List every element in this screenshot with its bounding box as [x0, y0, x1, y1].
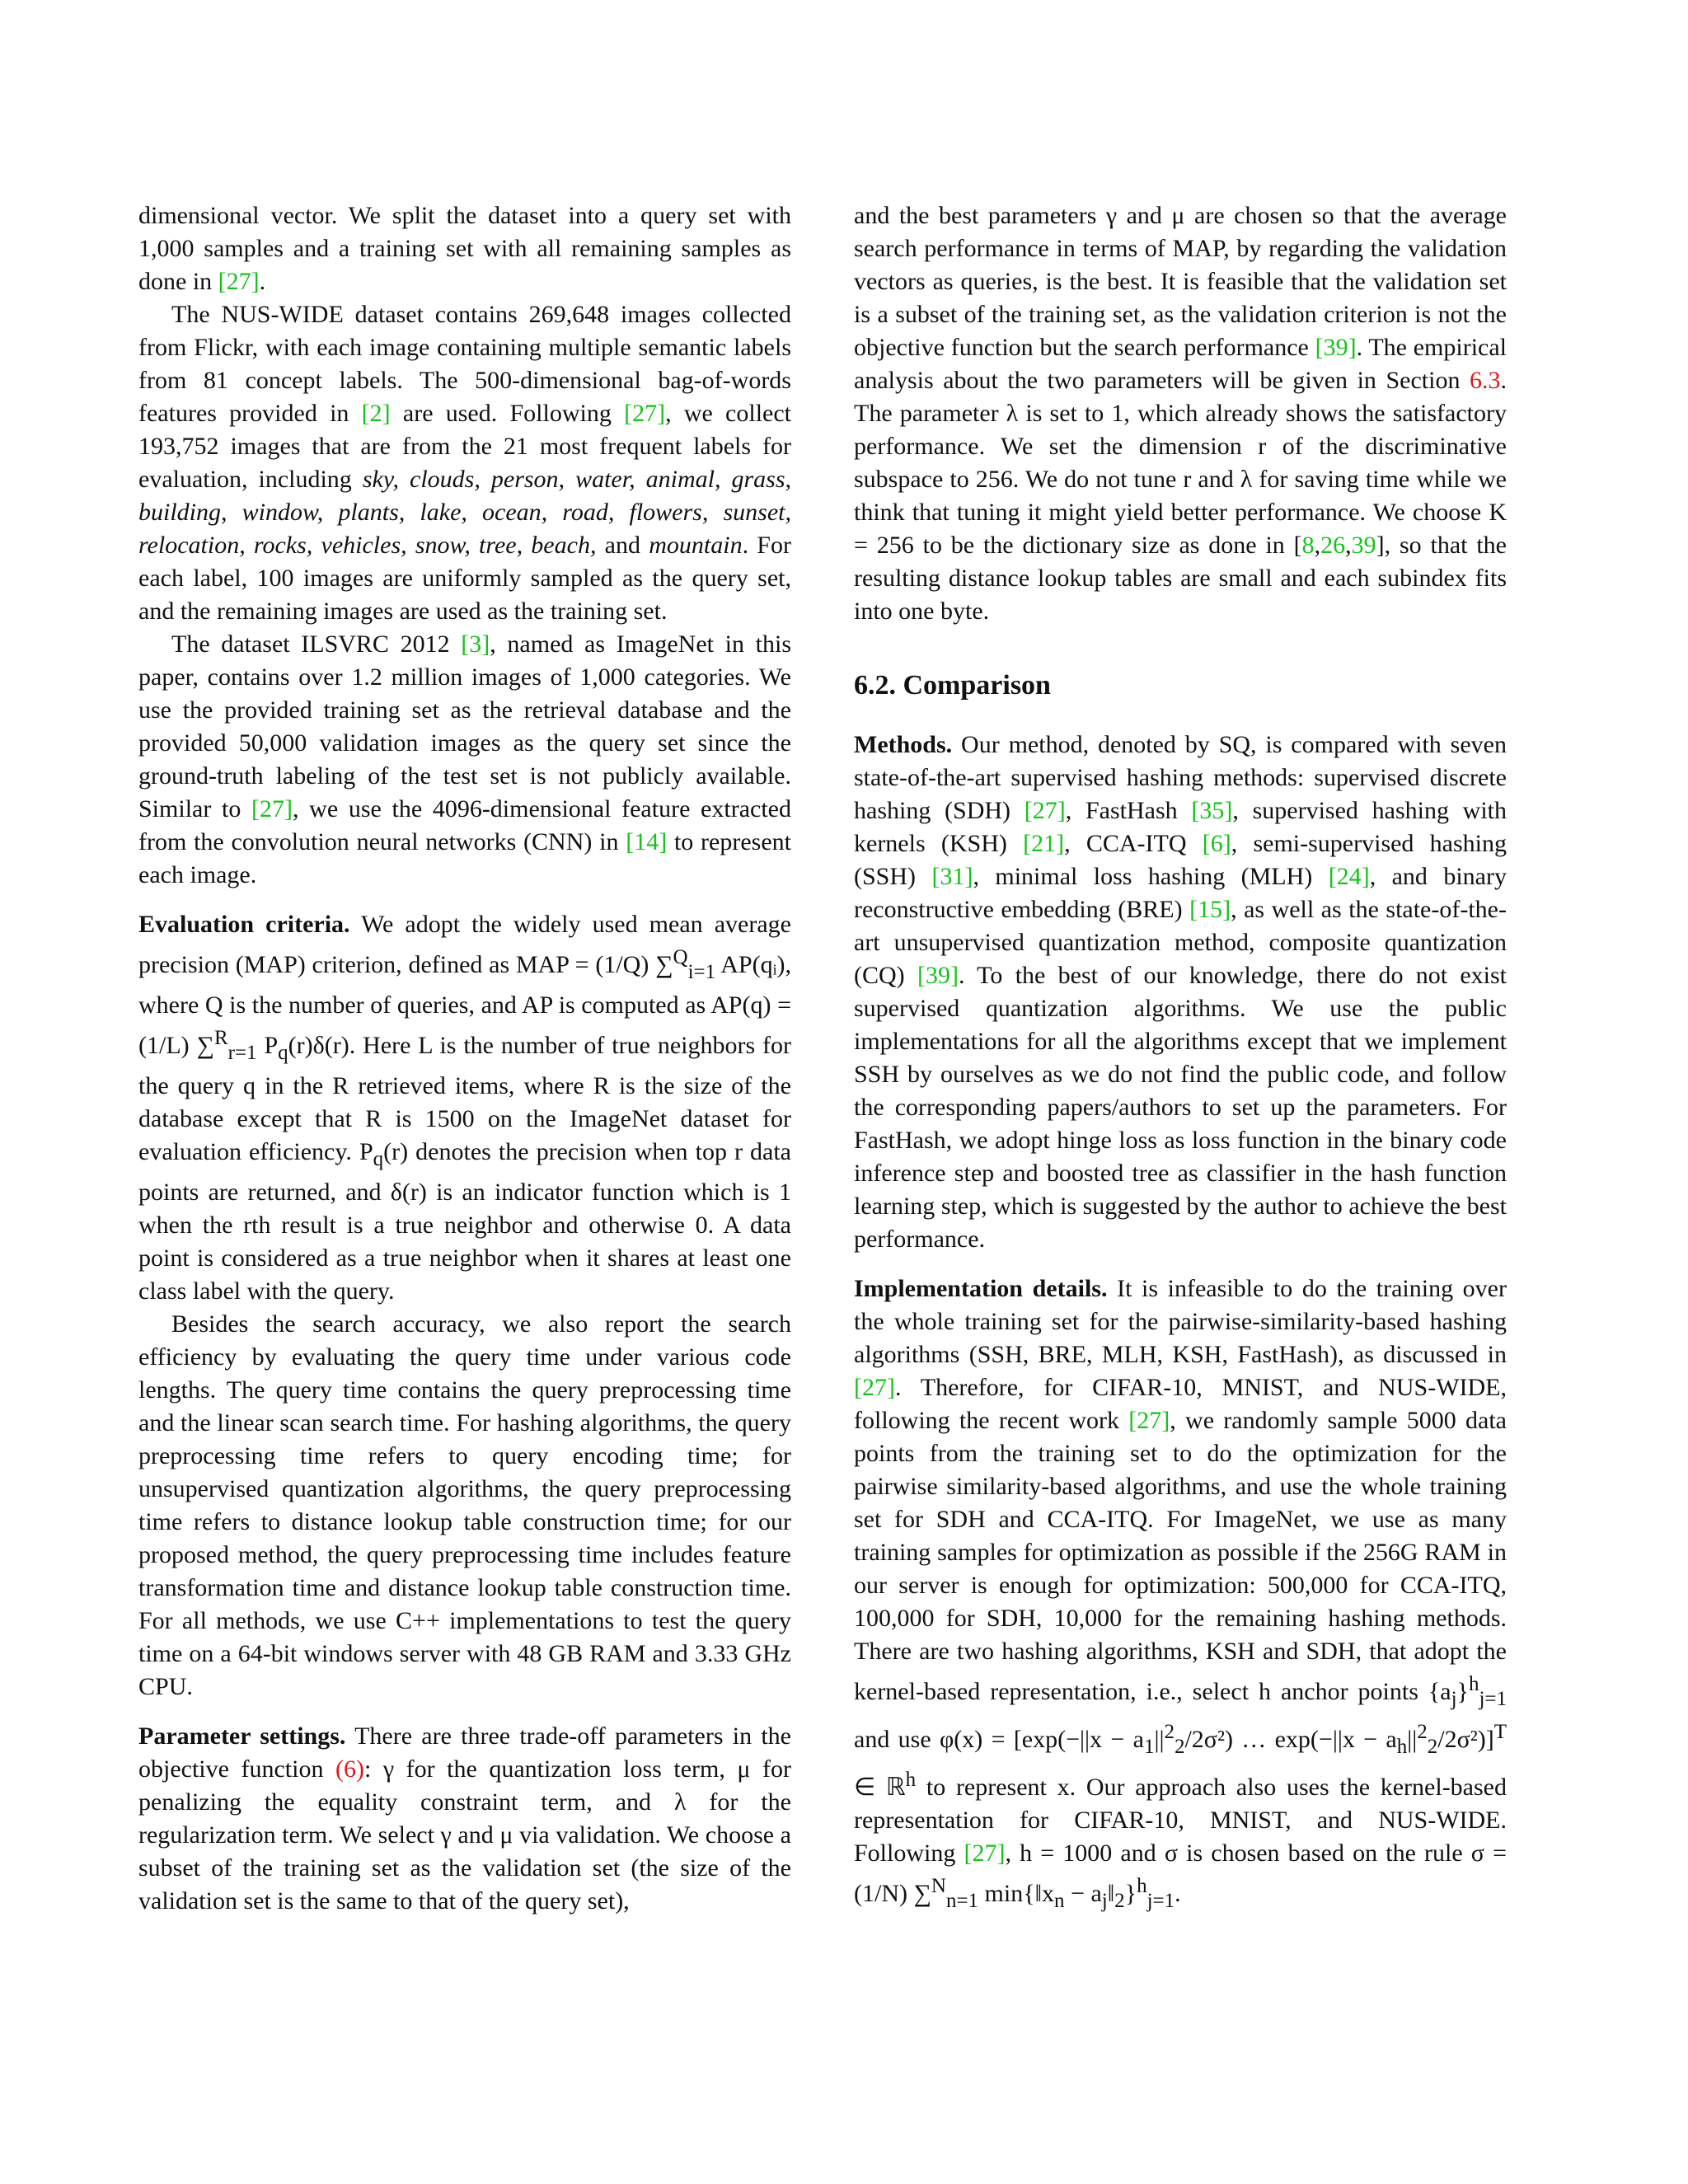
paragraph: Besides the search accuracy, we also report the search efficiency by evaluating the query time under various code lengths. The query time contains the query preprocessing time and the linear scan search time. For hashing algorithms, the query preprocessing time refers to query encoding time; for unsupervised quantization algorithms, the query preprocessing time refers to distance lookup table construction time; for our proposed method, the query preprocessing time includes feature transformation time and distance lookup table construction time. For all methods, we use C++ implementations to test the query time on a 64-bit windows server with 48 GB RAM and 3.33 GHz CPU.	[138, 1310, 791, 1700]
section-link[interactable]: 6.3	[1470, 367, 1501, 394]
section-heading: 6.2. Comparison	[854, 670, 1051, 701]
citation-link[interactable]: [15]	[1189, 896, 1231, 923]
paragraph-evaluation-criteria: Evaluation criteria. We adopt the widely used mean average precision (MAP) criterion, defined as MAP = (1/Q) ∑$^Q_{i=1}$ AP(qᵢ), where Q is the number of queries, and AP is computed as AP(q) = (1/L) ∑$^R_{r=1}$ $P_q(r)\delta(r)$. Here L is the number of true neighbors for the query q in the R retrieved items, where R is the size of the database except that R is 1500 on the ImageNet dataset for evaluation efficiency. $P_q(r)$ denotes the precision when top r data points are returned, and δ(r) is an indicator function which is 1 when the rth result is a true neighbor and otherwise 0. A data point is considered as a true neighbor when it shares at least one class label with the query.	[138, 911, 792, 1305]
citation-link[interactable]: 26	[1320, 532, 1346, 559]
citation-link[interactable]: [27]	[251, 795, 293, 823]
paragraph-lead: Evaluation criteria.	[138, 911, 350, 938]
paragraph-lead: Methods.	[854, 731, 953, 758]
paragraph-lead: Implementation details.	[854, 1275, 1108, 1302]
paragraph: and the best parameters γ and μ are chosen so that the average search performance in terms of MAP, by regarding the validation vectors as queries, is the best. It is feasible that the validation set is a subset of the training set, as the validation criterion is not the objective function but the search performance [39]. The empirical analysis about the two parameters will be given in Section 6.3. The parameter λ is set to 1, which already shows the satisfactory performance. We set the dimension r of the discriminative subspace to 256. We do not tune r and λ for saving time while we think that tuning it might yield better performance. We choose K = 256 to be the dictionary size as done in [8,26,39], so that the resulting distance lookup tables are small and each subindex fits into one byte.	[854, 202, 1507, 625]
citation-link[interactable]: [31]	[931, 863, 973, 890]
citation-link[interactable]: 39	[1351, 532, 1376, 559]
paragraph: The dataset ILSVRC 2012 [3], named as ImageNet in this paper, contains over 1.2 million images of 1,000 categories. We use the provided training set as the retrieval database and the provided 50,000 validation images as the query set since the ground-truth labeling of the test set is not publicly available. Similar to [27], we use the 4096-dimensional feature extracted from the convolution neural networks (CNN) in [14] to represent each image.	[138, 630, 791, 888]
citation-link[interactable]: [27]	[854, 1374, 895, 1401]
citation-link[interactable]: 8	[1301, 532, 1315, 559]
citation-link[interactable]: [39]	[1315, 334, 1357, 361]
citation-link[interactable]: [27]	[964, 1840, 1006, 1867]
paragraph: The NUS-WIDE dataset contains 269,648 images collected from Flickr, with each image containing multiple semantic labels from 81 concept labels. The 500-dimensional bag-of-words features provided in [2] are used. Following [27], we collect 193,752 images that are from the 21 most frequent labels for evaluation, including sky, clouds, person, water, animal, grass, building, window, plants, lake, ocean, road, flowers, sunset, relocation, rocks, vehicles, snow, tree, beach, and mountain. For each label, 100 images are uniformly sampled as the query set, and the remaining images are used as the training set.	[138, 301, 791, 625]
citation-link[interactable]: [2]	[361, 400, 391, 427]
citation-link[interactable]: [14]	[626, 828, 668, 855]
paragraph: dimensional vector. We split the dataset into a query set with 1,000 samples and a training set with all remaining samples as done in [27].	[138, 202, 791, 295]
citation-link[interactable]: [21]	[1023, 830, 1065, 857]
citation-link[interactable]: [27]	[1024, 797, 1066, 824]
right-column	[854, 199, 1507, 1918]
equation-link[interactable]: (6)	[335, 1755, 364, 1783]
citation-link[interactable]: [35]	[1191, 797, 1233, 824]
citation-link[interactable]: [27]	[218, 268, 260, 295]
paragraph-methods: Methods. Our method, denoted by SQ, is compared with seven state-of-the-art supervised hashing methods: supervised discrete hashing (SDH) [27], FastHash [35], supervised hashing with kernels (KSH) [21], CCA-ITQ [6], semi-supervised hashing (SSH) [31], minimal loss hashing (MLH) [24], and binary reconstructive embedding (BRE) [15], as well as the state-of-the-art unsupervised quantization method, composite quantization (CQ) [39]. To the best of our knowledge, there do not exist supervised quantization algorithms. We use the public implementations for all the algorithms except that we implement SSH by ourselves as we do not find the public code, and follow the corresponding papers/authors to set up the parameters. For FastHash, we adopt hinge loss as loss function in the binary code inference step and boosted tree as classifier in the hash function learning step, which is suggested by the author to achieve the best performance.	[854, 731, 1507, 1253]
paragraph-implementation-details: Implementation details. It is infeasible to do the training over the whole training set for the pairwise-similarity-based hashing algorithms (SSH, BRE, MLH, KSH, FastHash), as discussed in [27]. Therefore, for CIFAR-10, MNIST, and NUS-WIDE, following the recent work [27], we randomly sample 5000 data points from the training set to do the optimization for the pairwise similarity-based algorithms, and use the whole training set for SDH and CCA-ITQ. For ImageNet, we use as many training samples for optimization as possible if the 256G RAM in our server is enough for optimization: 500,000 for CCA-ITQ, 100,000 for SDH, 10,000 for the remaining hashing methods. There are two hashing algorithms, KSH and SDH, that adopt the kernel-based representation, i.e., select h anchor points $\{a_j\}^h_{j=1}$ and use $\varphi(x) = [\exp(-||x - a_1||^2_2/2\sigma^2)$ … $\exp(-||x - a_h||^2_2/2\sigma^2)]^T$ ∈ ℝ$^h$ to represent x. Our approach also uses the kernel-based representation for CIFAR-10, MNIST, and NUS-WIDE. Following [27], h = 1000 and σ is chosen based on the rule σ = (1/N) ∑$^N_{n=1}$ $\min\{‖x_n$ − $a_j‖_2\}^h_{j=1}$.	[854, 1275, 1507, 1912]
citation-link[interactable]: [3]	[461, 630, 490, 658]
citation-link[interactable]: [27]	[1128, 1407, 1170, 1434]
paragraph-lead: Parameter settings.	[138, 1722, 346, 1750]
citation-link[interactable]: [27]	[624, 400, 666, 427]
left-column	[138, 199, 791, 1918]
citation-link[interactable]: [24]	[1328, 863, 1370, 890]
citation-link[interactable]: [39]	[917, 962, 959, 989]
citation-link[interactable]: [6]	[1202, 830, 1231, 857]
paragraph-parameter-settings: Parameter settings. There are three trade-off parameters in the objective function (6): γ for the quantization loss term, μ for penalizing the equality constraint term, and λ for the regularization term. We select γ and μ via validation. We choose a subset of the training set as the validation set (the size of the validation set is the same to that of the query set),	[138, 1722, 791, 1915]
